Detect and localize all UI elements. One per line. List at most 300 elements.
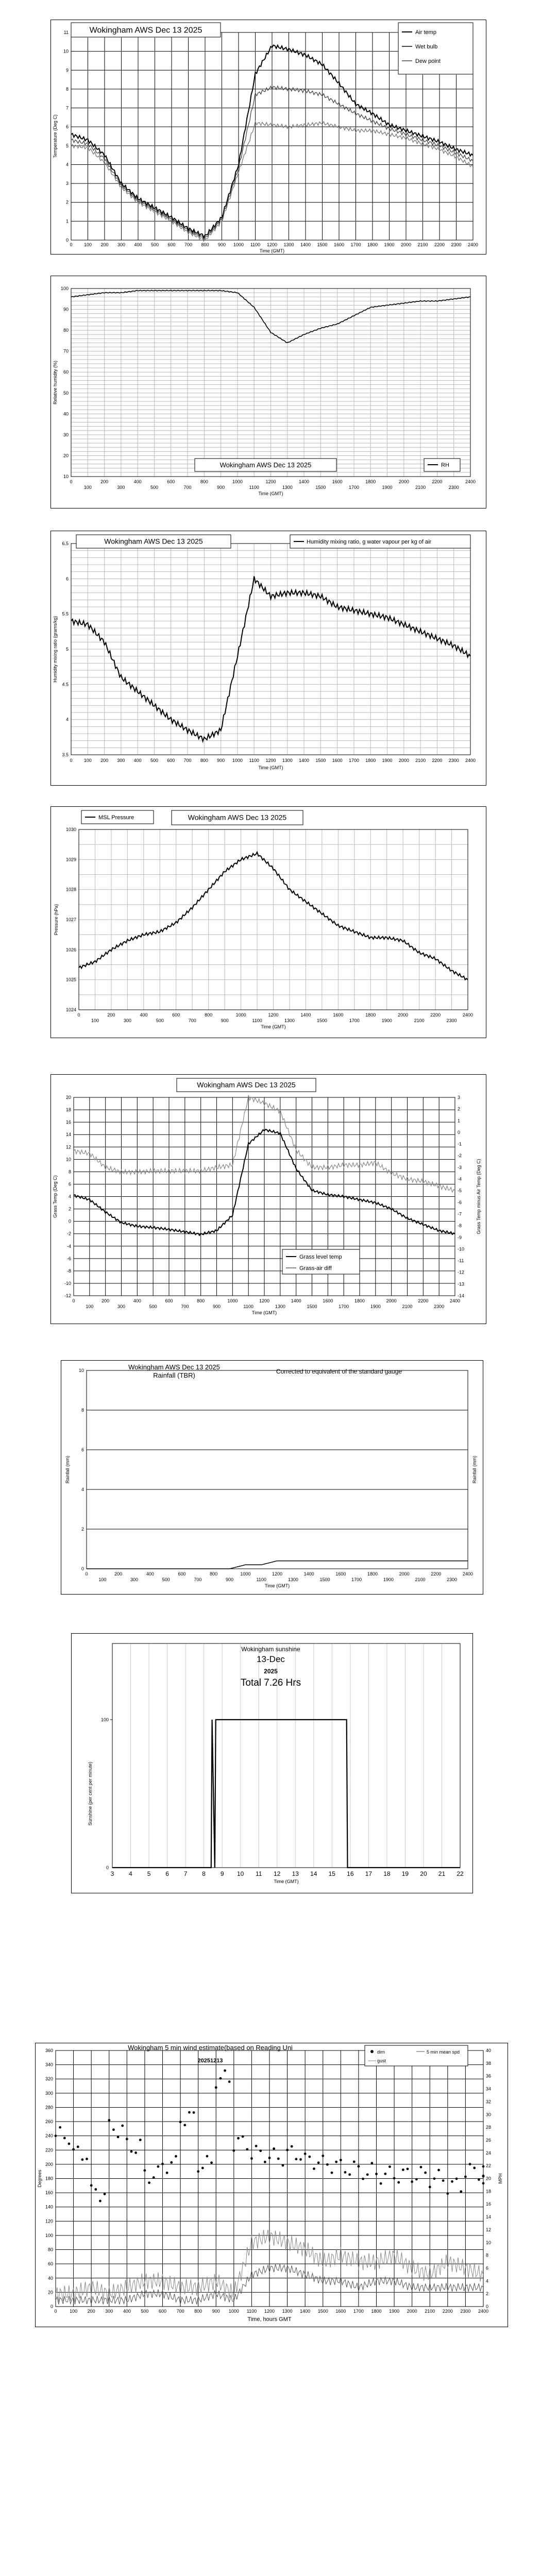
wind-direction-point bbox=[134, 2151, 137, 2154]
chart-title: Wokingham AWS Dec 13 2025 bbox=[188, 813, 287, 822]
wind-direction-point bbox=[197, 2170, 199, 2173]
x-tick-label: 2200 bbox=[434, 242, 445, 247]
y-tick-label: 6 bbox=[81, 1447, 84, 1452]
x-tick-label: 1000 bbox=[232, 758, 243, 763]
y-axis-label: Degrees bbox=[37, 2170, 42, 2188]
x-tick-label: 500 bbox=[162, 1577, 170, 1582]
y-tick-label: 1025 bbox=[65, 977, 76, 982]
y-axis-label: Pressure (hPa) bbox=[54, 904, 59, 936]
wind-direction-point bbox=[478, 2178, 480, 2181]
x-tick-label: 2100 bbox=[415, 485, 426, 490]
x-tick-label: 1200 bbox=[266, 242, 278, 247]
y-tick-label: 100 bbox=[60, 286, 69, 291]
wind-direction-point bbox=[473, 2167, 476, 2170]
y-axis-label: Sunshine (per cent per minute) bbox=[88, 1761, 93, 1826]
y-axis-label: Temperature (Deg C) bbox=[53, 114, 58, 158]
x-tick-label: 800 bbox=[205, 1012, 213, 1018]
legend-label: Air temp bbox=[415, 29, 436, 36]
x-tick-label: 0 bbox=[72, 1298, 75, 1303]
wind-direction-point bbox=[63, 2137, 66, 2140]
x-tick-label: 1800 bbox=[367, 1571, 378, 1577]
y-tick-label-right: -2 bbox=[458, 1153, 462, 1159]
legend-swatch bbox=[370, 2050, 374, 2053]
x-tick-label: 1400 bbox=[303, 1571, 314, 1577]
wind-direction-point bbox=[215, 2086, 217, 2089]
y-tick-label: 14 bbox=[65, 1132, 71, 1138]
x-tick-label: 6 bbox=[165, 1870, 169, 1877]
wind-direction-point bbox=[282, 2164, 284, 2166]
x-tick-label: 200 bbox=[100, 242, 109, 247]
y-tick-label-right: -3 bbox=[458, 1164, 462, 1170]
x-tick-label: 18 bbox=[383, 1870, 391, 1877]
wind-direction-point bbox=[273, 2147, 275, 2150]
y-tick-label: -2 bbox=[66, 1231, 71, 1236]
wind-direction-point bbox=[393, 2177, 396, 2180]
x-tick-label: 200 bbox=[114, 1571, 123, 1577]
x-tick-label: 17 bbox=[365, 1870, 373, 1877]
x-tick-label: 2100 bbox=[425, 2309, 435, 2314]
chart-title: Wokingham AWS Dec 13 2025 bbox=[89, 26, 202, 35]
x-tick-label: 600 bbox=[167, 479, 175, 484]
x-tick-label: 1100 bbox=[252, 1018, 262, 1023]
wind-direction-point bbox=[397, 2181, 400, 2184]
y-tick-label: 180 bbox=[45, 2176, 53, 2181]
legend-label: Grass level temp bbox=[299, 1254, 342, 1260]
x-tick-label: 1300 bbox=[275, 1304, 285, 1309]
y-tick-label: 1026 bbox=[65, 947, 76, 953]
x-tick-label: 800 bbox=[194, 2309, 202, 2314]
wind-direction-point bbox=[402, 2168, 404, 2171]
wind-direction-point bbox=[148, 2181, 150, 2184]
y-tick-label: 90 bbox=[63, 307, 69, 312]
x-tick-label: 800 bbox=[197, 1298, 205, 1303]
x-tick-label: 1300 bbox=[282, 2309, 293, 2314]
wind-direction-point bbox=[170, 2161, 173, 2164]
wind-direction-point bbox=[242, 2136, 244, 2138]
y-tick-label: 340 bbox=[45, 2062, 53, 2067]
chart-subtitle: Rainfall (TBR) bbox=[153, 1371, 195, 1379]
wind-direction-point bbox=[112, 2128, 115, 2131]
y-tick-label: 0 bbox=[81, 1566, 84, 1571]
x-tick-label: 1600 bbox=[332, 479, 343, 484]
chart-border bbox=[51, 1075, 486, 1324]
y-tick-label-right: 20 bbox=[486, 2176, 492, 2181]
wind-direction-point bbox=[299, 2158, 302, 2161]
chart-border bbox=[51, 807, 486, 1038]
wind-direction-point bbox=[153, 2176, 155, 2179]
humidity-chart-panel bbox=[50, 276, 486, 509]
x-tick-label: 300 bbox=[105, 2309, 113, 2314]
x-tick-label: 1900 bbox=[383, 1577, 394, 1582]
y-tick-label-right: 40 bbox=[486, 2048, 492, 2053]
chart-title: Wokingham AWS Dec 13 2025 bbox=[197, 1080, 296, 1089]
x-tick-label: 400 bbox=[133, 479, 142, 484]
x-tick-label: 2400 bbox=[462, 1571, 474, 1577]
y-tick-label-right: 28 bbox=[486, 2125, 492, 2130]
x-tick-label: 2000 bbox=[398, 758, 409, 763]
x-tick-label: 22 bbox=[457, 1870, 464, 1877]
grass-temp-chart bbox=[50, 1074, 486, 1324]
wind-direction-point bbox=[388, 2165, 391, 2168]
x-tick-label: 900 bbox=[212, 1304, 221, 1309]
y-tick-label: 7 bbox=[65, 105, 69, 111]
x-tick-label: 10 bbox=[237, 1870, 244, 1877]
wind-direction-point bbox=[232, 2149, 235, 2152]
x-tick-label: 1900 bbox=[389, 2309, 400, 2314]
y-tick-label: 6.5 bbox=[62, 541, 69, 546]
x-tick-label: 15 bbox=[328, 1870, 335, 1877]
y-tick-label-right: 1 bbox=[458, 1118, 461, 1124]
x-tick-label: 600 bbox=[165, 1298, 173, 1303]
x-tick-label: 1800 bbox=[365, 1012, 376, 1018]
x-tick-label: 100 bbox=[70, 2309, 78, 2314]
mixing-ratio-chart-panel bbox=[50, 531, 486, 786]
wind-direction-point bbox=[455, 2178, 458, 2180]
x-tick-label: 1300 bbox=[284, 1018, 295, 1023]
chart-title: Wokingham 5 min wind estimate(based on Reading Uni bbox=[128, 2044, 293, 2052]
wind-direction-point bbox=[384, 2173, 386, 2175]
y-tick-label: 60 bbox=[47, 2261, 53, 2267]
y-tick-label: 16 bbox=[65, 1120, 71, 1125]
x-tick-label: 1500 bbox=[317, 2309, 328, 2314]
x-tick-label: 200 bbox=[100, 479, 109, 484]
x-tick-label: 2000 bbox=[399, 1571, 410, 1577]
y-tick-label: 200 bbox=[45, 2161, 53, 2167]
y-tick-label-right: -7 bbox=[458, 1211, 462, 1217]
wind-direction-point bbox=[407, 2167, 409, 2170]
x-tick-label: 1000 bbox=[228, 2309, 239, 2314]
y-tick-label: -12 bbox=[64, 1293, 71, 1298]
y-tick-label: -8 bbox=[66, 1268, 71, 1274]
x-tick-label: 1500 bbox=[317, 242, 328, 247]
y-tick-label-right: 6 bbox=[486, 2265, 489, 2271]
x-tick-label: 4 bbox=[129, 1870, 132, 1877]
x-tick-label: 1000 bbox=[240, 1571, 251, 1577]
wind-direction-point bbox=[121, 2125, 124, 2127]
wind-direction-point bbox=[99, 2200, 102, 2202]
x-tick-label: 1700 bbox=[351, 1577, 362, 1582]
y-tick-label: 0 bbox=[50, 2304, 53, 2309]
chart-title: Wokingham AWS Dec 13 2025 bbox=[104, 537, 203, 546]
y-tick-label-right: 24 bbox=[486, 2150, 492, 2156]
wind-direction-point bbox=[250, 2157, 253, 2160]
wind-direction-point bbox=[237, 2137, 240, 2140]
wind-direction-point bbox=[104, 2193, 106, 2195]
chart-date: 20251213 bbox=[197, 2058, 223, 2064]
x-tick-label: 1900 bbox=[370, 1304, 381, 1309]
wind-direction-point bbox=[326, 2163, 329, 2166]
x-axis-label: Time (GMT) bbox=[261, 1024, 286, 1029]
x-tick-label: 1500 bbox=[315, 485, 326, 490]
y-tick-label: 9 bbox=[65, 67, 69, 73]
y-tick-label: 60 bbox=[63, 369, 69, 375]
x-tick-label: 1500 bbox=[316, 1018, 327, 1023]
wind-direction-point bbox=[286, 2149, 289, 2151]
wind-direction-point bbox=[188, 2111, 191, 2114]
y-tick-label: 1024 bbox=[65, 1007, 76, 1012]
x-tick-label: 1200 bbox=[264, 2309, 275, 2314]
x-tick-label: 1100 bbox=[246, 2309, 257, 2314]
wind-direction-point bbox=[81, 2158, 83, 2161]
x-tick-label: 1400 bbox=[300, 2309, 311, 2314]
x-tick-label: 2400 bbox=[478, 2309, 489, 2314]
wind-direction-point bbox=[291, 2145, 293, 2148]
x-tick-label: 400 bbox=[134, 242, 142, 247]
x-tick-label: 2300 bbox=[446, 1018, 457, 1023]
x-tick-label: 900 bbox=[217, 485, 225, 490]
wind-direction-point bbox=[139, 2139, 142, 2141]
y-tick-label: 1028 bbox=[65, 887, 76, 892]
x-tick-label: 1400 bbox=[300, 242, 311, 247]
y-tick-label: 160 bbox=[45, 2190, 53, 2196]
x-tick-label: 8 bbox=[202, 1870, 206, 1877]
x-tick-label: 2400 bbox=[449, 1298, 461, 1303]
y-tick-label-right: -8 bbox=[458, 1223, 462, 1229]
x-tick-label: 700 bbox=[194, 1577, 202, 1582]
wind-direction-point bbox=[353, 2160, 356, 2163]
x-tick-label: 900 bbox=[225, 1577, 234, 1582]
x-tick-label: 900 bbox=[212, 2309, 220, 2314]
x-tick-label: 200 bbox=[107, 1012, 115, 1018]
temperature-chart bbox=[50, 20, 486, 255]
y-tick-label-right: -13 bbox=[458, 1281, 465, 1287]
x-tick-label: 3 bbox=[110, 1870, 114, 1877]
y-tick-label: 40 bbox=[63, 411, 69, 417]
wind-chart bbox=[35, 2043, 508, 2327]
x-tick-label: 1700 bbox=[348, 485, 359, 490]
x-tick-label: 1700 bbox=[348, 758, 359, 763]
y-tick-label: 5 bbox=[65, 647, 69, 652]
sunshine-chart bbox=[71, 1633, 473, 1893]
wind-direction-point bbox=[59, 2126, 61, 2129]
wind-direction-point bbox=[68, 2143, 71, 2145]
chart-title: Wokingham AWS Dec 13 2025 bbox=[219, 461, 312, 469]
y-tick-label: 360 bbox=[45, 2048, 53, 2053]
y-tick-label-right: 2 bbox=[458, 1106, 461, 1112]
y-tick-label: 18 bbox=[65, 1107, 71, 1113]
y-tick-label: 8 bbox=[68, 1169, 71, 1175]
x-tick-label: 300 bbox=[130, 1577, 139, 1582]
x-tick-label: 2000 bbox=[400, 242, 412, 247]
x-tick-label: 1700 bbox=[353, 2309, 364, 2314]
wind-direction-point bbox=[246, 2148, 248, 2150]
x-tick-label: 1400 bbox=[299, 758, 310, 763]
wind-direction-point bbox=[424, 2172, 427, 2174]
y-tick-label-right: -9 bbox=[458, 1234, 462, 1240]
x-tick-label: 100 bbox=[83, 242, 92, 247]
x-tick-label: 700 bbox=[184, 242, 193, 247]
y-tick-label-right: 14 bbox=[486, 2214, 492, 2220]
wind-direction-point bbox=[277, 2158, 280, 2160]
x-tick-label: 2400 bbox=[462, 1012, 474, 1018]
y-tick-label: 6 bbox=[68, 1181, 71, 1187]
x-tick-label: 2000 bbox=[407, 2309, 417, 2314]
y-tick-label: 20 bbox=[47, 2290, 53, 2295]
x-tick-label: 5 bbox=[147, 1870, 151, 1877]
y-tick-label-right: 2 bbox=[486, 2291, 489, 2297]
legend-label: 5 min mean spd bbox=[427, 2049, 460, 2055]
y-tick-label: 5 bbox=[65, 143, 69, 148]
y-tick-label-right: 16 bbox=[486, 2201, 492, 2207]
wind-direction-point bbox=[224, 2070, 226, 2072]
x-tick-label: 1600 bbox=[323, 1298, 333, 1303]
y-tick-label: 120 bbox=[45, 2218, 53, 2224]
wind-direction-point bbox=[451, 2180, 453, 2183]
x-tick-label: 1600 bbox=[333, 242, 345, 247]
x-axis-label: Time (GMT) bbox=[264, 1583, 290, 1588]
y-tick-label: 300 bbox=[45, 2090, 53, 2096]
x-tick-label: 200 bbox=[102, 1298, 110, 1303]
y-tick-label: 140 bbox=[45, 2204, 53, 2210]
y-tick-label: 12 bbox=[65, 1144, 71, 1150]
wind-direction-point bbox=[348, 2173, 351, 2176]
wind-direction-point bbox=[380, 2182, 382, 2185]
x-tick-label: 1900 bbox=[382, 485, 393, 490]
y-axis-label: Rainfall (mm) bbox=[65, 1455, 70, 1484]
x-tick-label: 500 bbox=[150, 485, 158, 490]
chart-border bbox=[36, 2043, 508, 2327]
wind-direction-point bbox=[420, 2166, 422, 2168]
x-tick-label: 1100 bbox=[249, 485, 259, 490]
chart-year: 2025 bbox=[264, 1668, 278, 1675]
x-tick-label: 800 bbox=[200, 758, 208, 763]
x-tick-label: 2300 bbox=[448, 758, 459, 763]
y-tick-label: 2 bbox=[65, 199, 69, 205]
wind-direction-point bbox=[358, 2165, 360, 2167]
y-axis-label-right: Grass Temp minus Air Temp (Deg C) bbox=[476, 1159, 481, 1234]
y-tick-label-right: 18 bbox=[486, 2189, 492, 2194]
x-tick-label: 1900 bbox=[381, 1018, 392, 1023]
wind-direction-point bbox=[179, 2121, 182, 2123]
x-tick-label: 7 bbox=[183, 1870, 188, 1877]
y-tick-label-right: 12 bbox=[486, 2227, 492, 2232]
x-tick-label: 2300 bbox=[460, 2309, 471, 2314]
x-tick-label: 2200 bbox=[430, 1012, 441, 1018]
sunshine-chart-panel bbox=[71, 1633, 473, 1893]
x-tick-label: 300 bbox=[117, 485, 125, 490]
y-tick-label: 260 bbox=[45, 2119, 53, 2125]
wind-direction-point bbox=[126, 2138, 128, 2140]
x-tick-label: 1700 bbox=[349, 1018, 360, 1023]
x-tick-label: 100 bbox=[86, 1304, 94, 1309]
wind-direction-point bbox=[313, 2167, 315, 2170]
y-tick-label: 8 bbox=[81, 1408, 84, 1413]
x-tick-label: 2300 bbox=[448, 485, 459, 490]
y-tick-label: 10 bbox=[78, 1368, 84, 1373]
y-tick-label: 70 bbox=[63, 348, 69, 354]
x-tick-label: 1000 bbox=[235, 1012, 246, 1018]
x-tick-label: 1600 bbox=[333, 1012, 344, 1018]
x-tick-label: 600 bbox=[172, 1012, 180, 1018]
y-tick-label: 30 bbox=[63, 432, 69, 437]
chart-border bbox=[51, 276, 486, 509]
y-tick-label: 320 bbox=[45, 2076, 53, 2082]
x-tick-label: 2100 bbox=[414, 1018, 425, 1023]
x-tick-label: 0 bbox=[54, 2309, 57, 2314]
x-tick-label: 700 bbox=[181, 1304, 189, 1309]
wind-direction-point bbox=[304, 2153, 307, 2155]
x-tick-label: 2000 bbox=[398, 1012, 409, 1018]
wind-chart-panel bbox=[35, 2043, 508, 2327]
humidity-chart bbox=[50, 276, 486, 509]
x-tick-label: 1300 bbox=[282, 758, 293, 763]
y-tick-label: 3 bbox=[65, 181, 69, 187]
y-tick-label-right: -1 bbox=[458, 1141, 462, 1147]
y-axis-label: Grass Temp (Deg C) bbox=[53, 1175, 58, 1218]
wind-direction-point bbox=[322, 2155, 324, 2157]
y-tick-label: 20 bbox=[63, 453, 69, 459]
y-tick-label-right: 0 bbox=[486, 2304, 489, 2309]
y-tick-label: 2 bbox=[81, 1527, 84, 1532]
y-tick-label: 6 bbox=[65, 124, 69, 130]
wind-direction-point bbox=[317, 2161, 320, 2164]
wind-direction-point bbox=[219, 2077, 222, 2080]
x-tick-label: 1500 bbox=[307, 1304, 317, 1309]
x-tick-label: 1500 bbox=[319, 1577, 330, 1582]
x-tick-label: 2100 bbox=[415, 758, 426, 763]
x-tick-label: 100 bbox=[91, 1018, 99, 1023]
y-tick-label-right: 3 bbox=[458, 1095, 461, 1100]
y-tick-label: 1 bbox=[65, 218, 69, 224]
x-tick-label: 13 bbox=[292, 1870, 299, 1877]
x-axis-label: Time (GMT) bbox=[259, 248, 285, 253]
y-tick-label: -4 bbox=[66, 1243, 71, 1249]
y-tick-label-right: 34 bbox=[486, 2086, 492, 2092]
temperature-chart-panel bbox=[50, 20, 486, 255]
chart-border bbox=[61, 1361, 483, 1595]
wind-direction-point bbox=[255, 2145, 258, 2147]
x-tick-label: 100 bbox=[98, 1577, 107, 1582]
wind-direction-point bbox=[295, 2158, 297, 2160]
wind-direction-point bbox=[90, 2184, 93, 2187]
x-axis-label: Time (GMT) bbox=[258, 491, 283, 496]
x-tick-label: 500 bbox=[150, 242, 159, 247]
x-tick-label: 1300 bbox=[282, 485, 293, 490]
x-tick-label: 200 bbox=[87, 2309, 95, 2314]
wind-direction-point bbox=[482, 2165, 485, 2168]
y-tick-label-right: 38 bbox=[486, 2060, 492, 2066]
wind-direction-point bbox=[362, 2178, 364, 2180]
x-tick-label: 1300 bbox=[283, 242, 294, 247]
x-tick-label: 300 bbox=[123, 1018, 131, 1023]
x-tick-label: 2000 bbox=[386, 1298, 397, 1303]
x-tick-label: 2300 bbox=[447, 1577, 458, 1582]
x-tick-label: 1800 bbox=[367, 242, 378, 247]
y-tick-label: 50 bbox=[63, 390, 69, 396]
y-tick-label: 280 bbox=[45, 2105, 53, 2110]
y-tick-label: 20 bbox=[65, 1095, 71, 1100]
wind-direction-point bbox=[193, 2111, 195, 2114]
wind-direction-point bbox=[175, 2155, 177, 2158]
wind-direction-point bbox=[72, 2148, 75, 2151]
wind-direction-point bbox=[228, 2080, 231, 2083]
y-axis-label-right: MPH bbox=[498, 2173, 503, 2184]
y-tick-label: 6 bbox=[65, 576, 69, 582]
x-tick-label: 600 bbox=[167, 242, 176, 247]
y-axis-label: Humidity mixing ratio (grams/kg) bbox=[53, 616, 58, 683]
x-tick-label: 20 bbox=[420, 1870, 427, 1877]
x-tick-label: 1500 bbox=[315, 758, 326, 763]
x-tick-label: 1000 bbox=[232, 479, 243, 484]
wind-direction-point bbox=[183, 2124, 186, 2126]
wind-direction-point bbox=[366, 2173, 369, 2176]
legend-label: gust bbox=[377, 2058, 386, 2063]
x-tick-label: 1700 bbox=[350, 242, 361, 247]
legend-label: Dew point bbox=[415, 58, 441, 64]
x-tick-label: 1200 bbox=[272, 1571, 283, 1577]
x-tick-label: 500 bbox=[150, 758, 158, 763]
x-tick-label: 600 bbox=[178, 1571, 186, 1577]
